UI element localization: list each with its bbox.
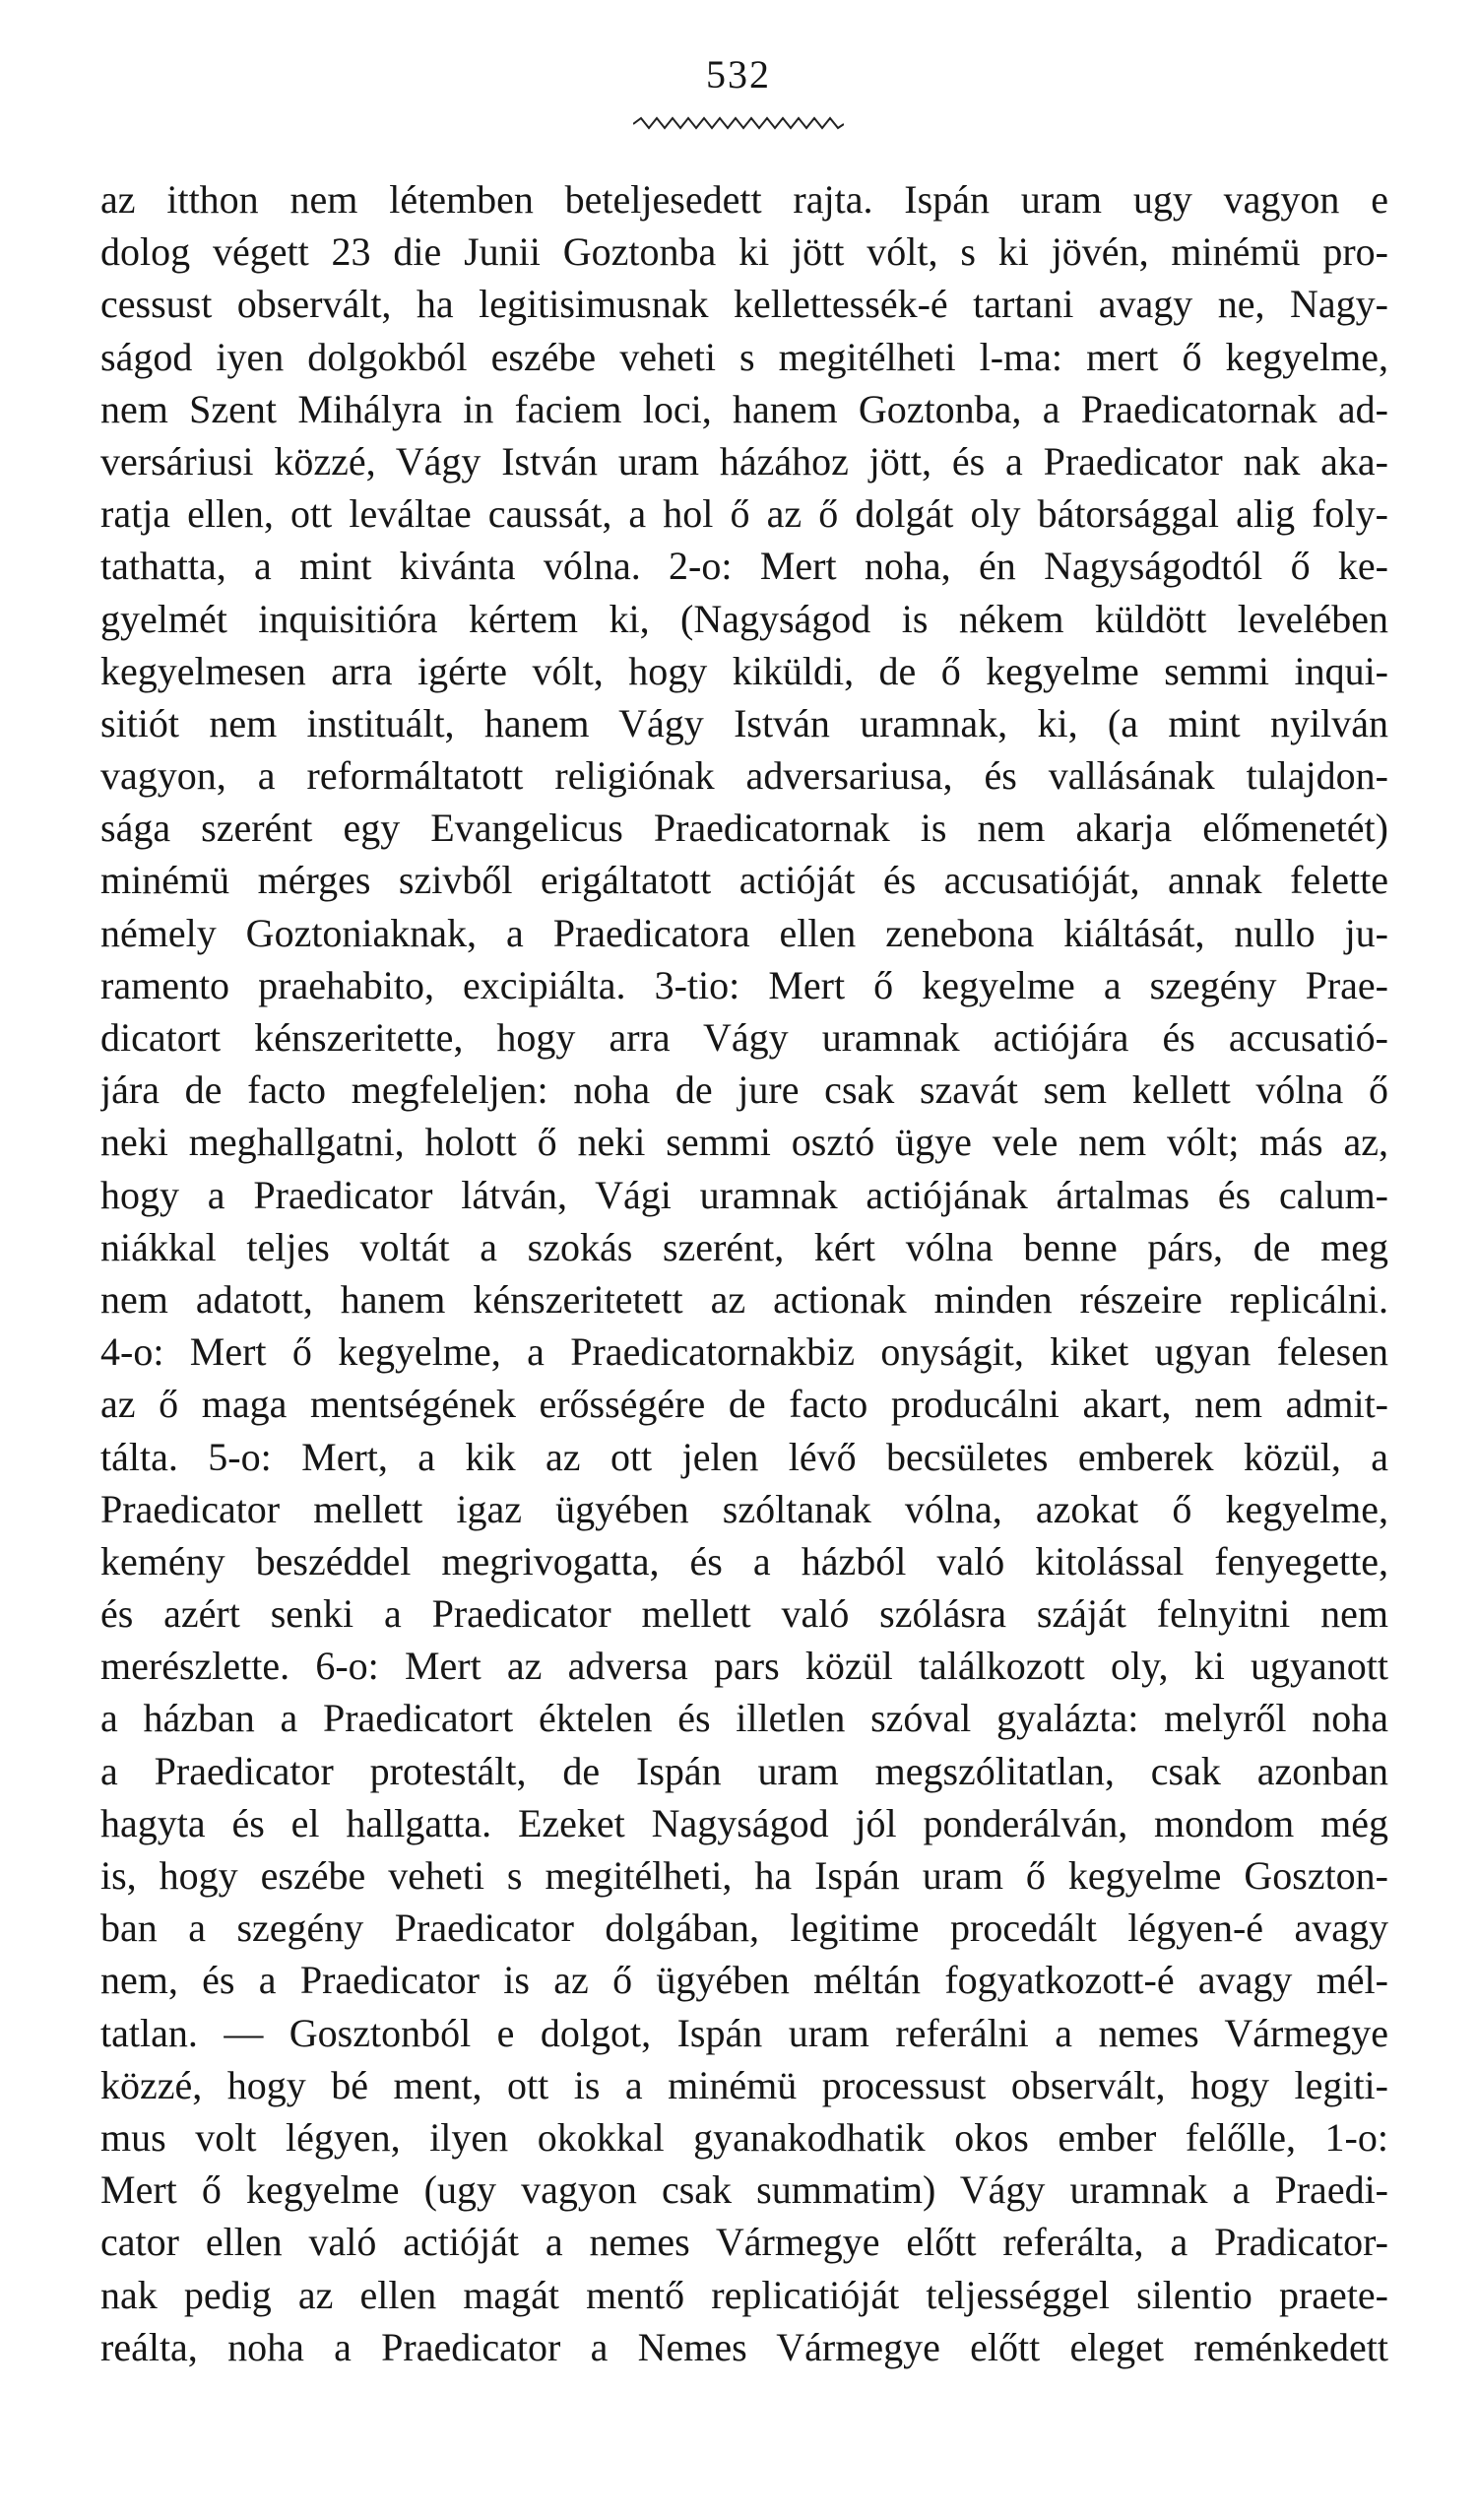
text-line: reálta, noha a Praedicator a Nemes Vármegye előtt eleget reménkedett <box>100 2324 1388 2369</box>
text-line: Mert ő kegyelme (ugy vagyon csak summatim) Vágy uramnak a Praedi- <box>100 2167 1388 2213</box>
text-line: tatlan. — Gosztonból e dolgot, Ispán uram referálni a nemes Vármegye <box>100 2010 1388 2055</box>
text-line: vagyon, a reformáltatott religiónak adversariusa, és vallásának tulajdon- <box>100 753 1388 799</box>
text-line: is, hogy eszébe veheti s megitélheti, ha Ispán uram ő kegyelme Goszton- <box>100 1853 1388 1898</box>
text-line: és azért senki a Praedicator mellett való szólásra száját felnyitni nem <box>100 1591 1388 1637</box>
text-line: minémü mérges szivből erigáltatott actióját és accusatióját, annak felette <box>100 858 1388 903</box>
text-line: sitiót nem instituált, hanem Vágy István uramnak, ki, (a mint nyilván <box>100 700 1388 745</box>
text-line: cessust observált, ha legitisimusnak kellettessék-é tartani avagy ne, Nagy- <box>100 282 1388 327</box>
text-line: nem adatott, hanem kénszeritetett az actionak minden részeire replicálni. <box>100 1276 1388 1322</box>
text-line: dicatort kénszeritette, hogy arra Vágy uramnak actiójára és accusatió- <box>100 1015 1388 1060</box>
text-line: ratja ellen, ott leváltae caussát, a hol ő az ő dolgát oly bátorsággal alig foly- <box>100 491 1388 537</box>
text-line: nem Szent Mihályra in faciem loci, hanem Goztonba, a Praedicatornak ad- <box>100 386 1388 431</box>
text-line: nem, és a Praedicator is az ő ügyében méltán fogyatkozott-é avagy mél- <box>100 1958 1388 2003</box>
text-line: tathatta, a mint kivánta vólna. 2-o: Mert noha, én Nagyságodtól ő ke- <box>100 544 1388 589</box>
text-line: sága szerént egy Evangelicus Praedicatornak is nem akarja előmenetét) <box>100 806 1388 851</box>
text-line: mus volt légyen, ilyen okokkal gyanakodhatik okos ember felőlle, 1-o: <box>100 2114 1388 2160</box>
text-line: jára de facto megfeleljen: noha de jure csak szavát sem kellett vólna ő <box>100 1067 1388 1113</box>
text-line: versáriusi közzé, Vágy István uram házához jött, és a Praedicator nak aka- <box>100 438 1388 484</box>
text-line: tálta. 5-o: Mert, a kik az ott jelen lévő becsületes emberek közül, a <box>100 1434 1388 1479</box>
text-line: az ő maga mentségének erősségére de facto producálni akart, nem admit- <box>100 1382 1388 1427</box>
text-line: 4-o: Mert ő kegyelme, a Praedicatornakbiz onyságit, kiket ugyan felesen <box>100 1329 1388 1375</box>
text-line: neki meghallgatni, holott ő neki semmi osztó ügye vele nem vólt; más az, <box>100 1120 1388 1165</box>
text-line: a Praedicator protestált, de Ispán uram megszólitatlan, csak azonban <box>100 1748 1388 1793</box>
text-line: nak pedig az ellen magát mentő replicatióját teljességgel silentio praete- <box>100 2272 1388 2317</box>
text-line: a házban a Praedicatort éktelen és illetlen szóval gyalázta: melyről noha <box>100 1696 1388 1741</box>
text-line: közzé, hogy bé ment, ott is a minémü processust observált, hogy legiti- <box>100 2062 1388 2107</box>
text-line: merészlette. 6-o: Mert az adversa pars közül találkozott oly, ki ugyanott <box>100 1644 1388 1689</box>
text-line: kegyelmesen arra igérte vólt, hogy kiküldi, de ő kegyelme semmi inqui- <box>100 648 1388 693</box>
text-line: némely Goztoniaknak, a Praedicatora ellen zenebona kiáltását, nullo ju- <box>100 910 1388 955</box>
body-text <box>100 173 1388 2373</box>
text-line: az itthon nem létemben beteljesedett rajta. Ispán uram ugy vagyon e <box>100 177 1388 222</box>
text-line: ramento praehabito, excipiálta. 3-tio: Mert ő kegyelme a szegény Prae- <box>100 962 1388 1007</box>
text-line: cator ellen való actióját a nemes Vármegye előtt referálta, a Pradicator- <box>100 2220 1388 2265</box>
text-line: hogy a Praedicator látván, Vági uramnak actiójának ártalmas és calum- <box>100 1172 1388 1217</box>
text-line: kemény beszéddel megrivogatta, és a házból való kitolással fenyegette, <box>100 1538 1388 1583</box>
text-line: hagyta és el hallgatta. Ezeket Nagyságod jól ponderálván, mondom még <box>100 1800 1388 1845</box>
text-line: dolog végett 23 die Junii Goztonba ki jött vólt, s ki jövén, minémü pro- <box>100 229 1388 275</box>
page-number-ornament <box>633 116 844 132</box>
text-line: gyelmét inquisitióra kértem ki, (Nagyságod is nékem küldött levelében <box>100 596 1388 641</box>
text-line: ságod iyen dolgokból eszébe veheti s megitélheti l-ma: mert ő kegyelme, <box>100 334 1388 379</box>
text-line: Praedicator mellett igaz ügyében szóltanak vólna, azokat ő kegyelme, <box>100 1486 1388 1531</box>
text-line: ban a szegény Praedicator dolgában, legitime procedált légyen-é avagy <box>100 1906 1388 1951</box>
page-number: 532 <box>706 52 771 97</box>
text-line: niákkal teljes voltát a szokás szerént, kért vólna benne párs, de meg <box>100 1224 1388 1269</box>
